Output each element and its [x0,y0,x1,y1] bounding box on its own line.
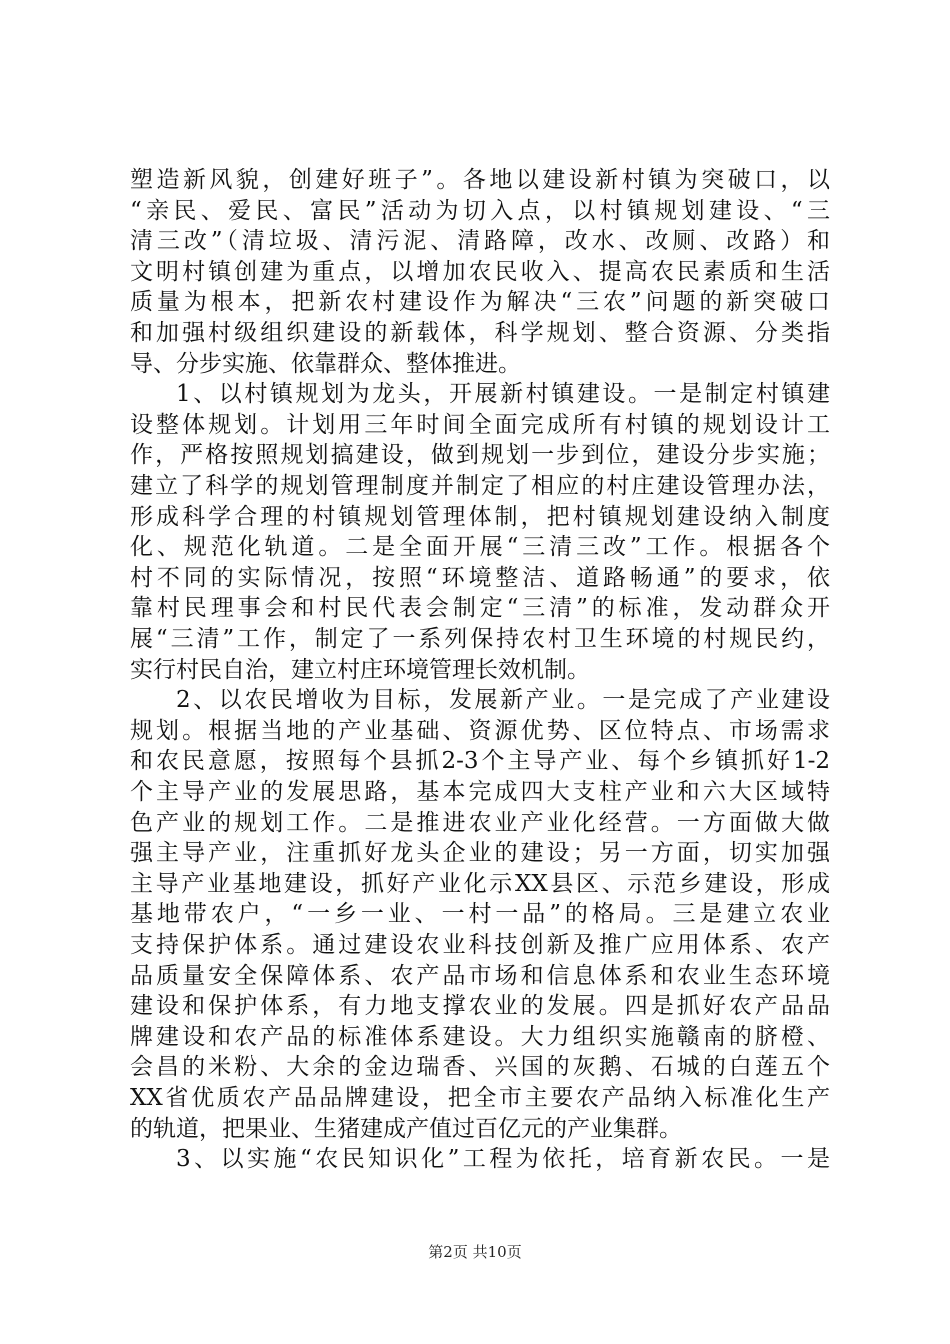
text-line: 靠村民理事会和村民代表会制定“三清”的标准，发动群众开 [130,595,830,621]
text-line: 作，严格按照规划搞建设，做到规划一步到位，建设分步实施； [130,442,830,468]
text-line: 化、规范化轨道。二是全面开展“三清三改”工作。根据各个 [130,534,830,560]
text-line: 清三改”（清垃圾、清污泥、清路障，改水、改厕、改路）和 [130,228,830,254]
text-line: 规划。根据当地的产业基础、资源优势、区位特点、市场需求 [130,718,830,744]
text-line: 村不同的实际情况，按照“环境整洁、道路畅通”的要求，依 [130,565,830,591]
text-line: 文明村镇创建为重点，以增加农民收入、提高农民素质和生活 [130,259,830,285]
text-line: 色产业的规划工作。二是推进农业产业化经营。一方面做大做 [130,810,830,836]
text-line: 主导产业基地建设，抓好产业化示XX县区、示范乡建设，形成 [130,871,830,897]
text-line: 展“三清”工作，制定了一系列保持农村卫生环境的村规民约， [130,626,830,652]
text-line: 建设和保护体系，有力地支撑农业的发展。四是抓好农产品品 [130,993,830,1019]
text-line: 设整体规划。计划用三年时间全面完成所有村镇的规划设计工 [130,412,830,438]
text-line: 质量为根本，把新农村建设作为解决“三农”问题的新突破口 [130,289,830,315]
text-line: XX省优质农产品品牌建设，把全市主要农产品纳入标准化生产 [130,1085,830,1111]
text-line: 牌建设和农产品的标准体系建设。大力组织实施赣南的脐橙、 [130,1024,830,1050]
text-line: 2、以农民增收为目标，发展新产业。一是完成了产业建设 [176,687,830,713]
text-line: 品质量安全保障体系、农产品市场和信息体系和农业生态环境 [130,963,830,989]
text-line: 建立了科学的规划管理制度并制定了相应的村庄建设管理办法， [130,473,830,499]
text-line: 实行村民自治，建立村庄环境管理长效机制。 [130,657,590,683]
page-footer: 第2页 共10页 [428,1243,522,1261]
text-line: 和加强村级组织建设的新载体，科学规划、整合资源、分类指 [130,320,830,346]
text-line: 个主导产业的发展思路，基本完成四大支柱产业和六大区域特 [130,779,830,805]
text-line: 的轨道，把果业、生猪建成产值过百亿元的产业集群。 [130,1116,682,1142]
text-line: 基地带农户，“一乡一业、一村一品”的格局。三是建立农业 [130,901,830,927]
text-line: 会昌的米粉、大余的金边瑞香、兴国的灰鹅、石城的白莲五个 [130,1054,830,1080]
text-line: 导、分步实施、依靠群众、整体推进。 [130,351,521,377]
text-line: 3、以实施“农民知识化”工程为依托，培育新农民。一是 [176,1146,830,1172]
text-line: 1、以村镇规划为龙头，开展新村镇建设。一是制定村镇建 [176,381,830,407]
text-line: 塑造新风貌，创建好班子”。各地以建设新村镇为突破口，以 [130,167,830,193]
text-line: 支持保护体系。通过建设农业科技创新及推广应用体系、农产 [130,932,830,958]
text-line: 形成科学合理的村镇规划管理体制，把村镇规划建设纳入制度 [130,504,830,530]
text-line: 强主导产业，注重抓好龙头企业的建设；另一方面，切实加强 [130,840,830,866]
text-line: “亲民、爱民、富民”活动为切入点，以村镇规划建设、“三 [130,198,830,224]
text-line: 和农民意愿，按照每个县抓2-3个主导产业、每个乡镇抓好1-2 [130,748,830,774]
